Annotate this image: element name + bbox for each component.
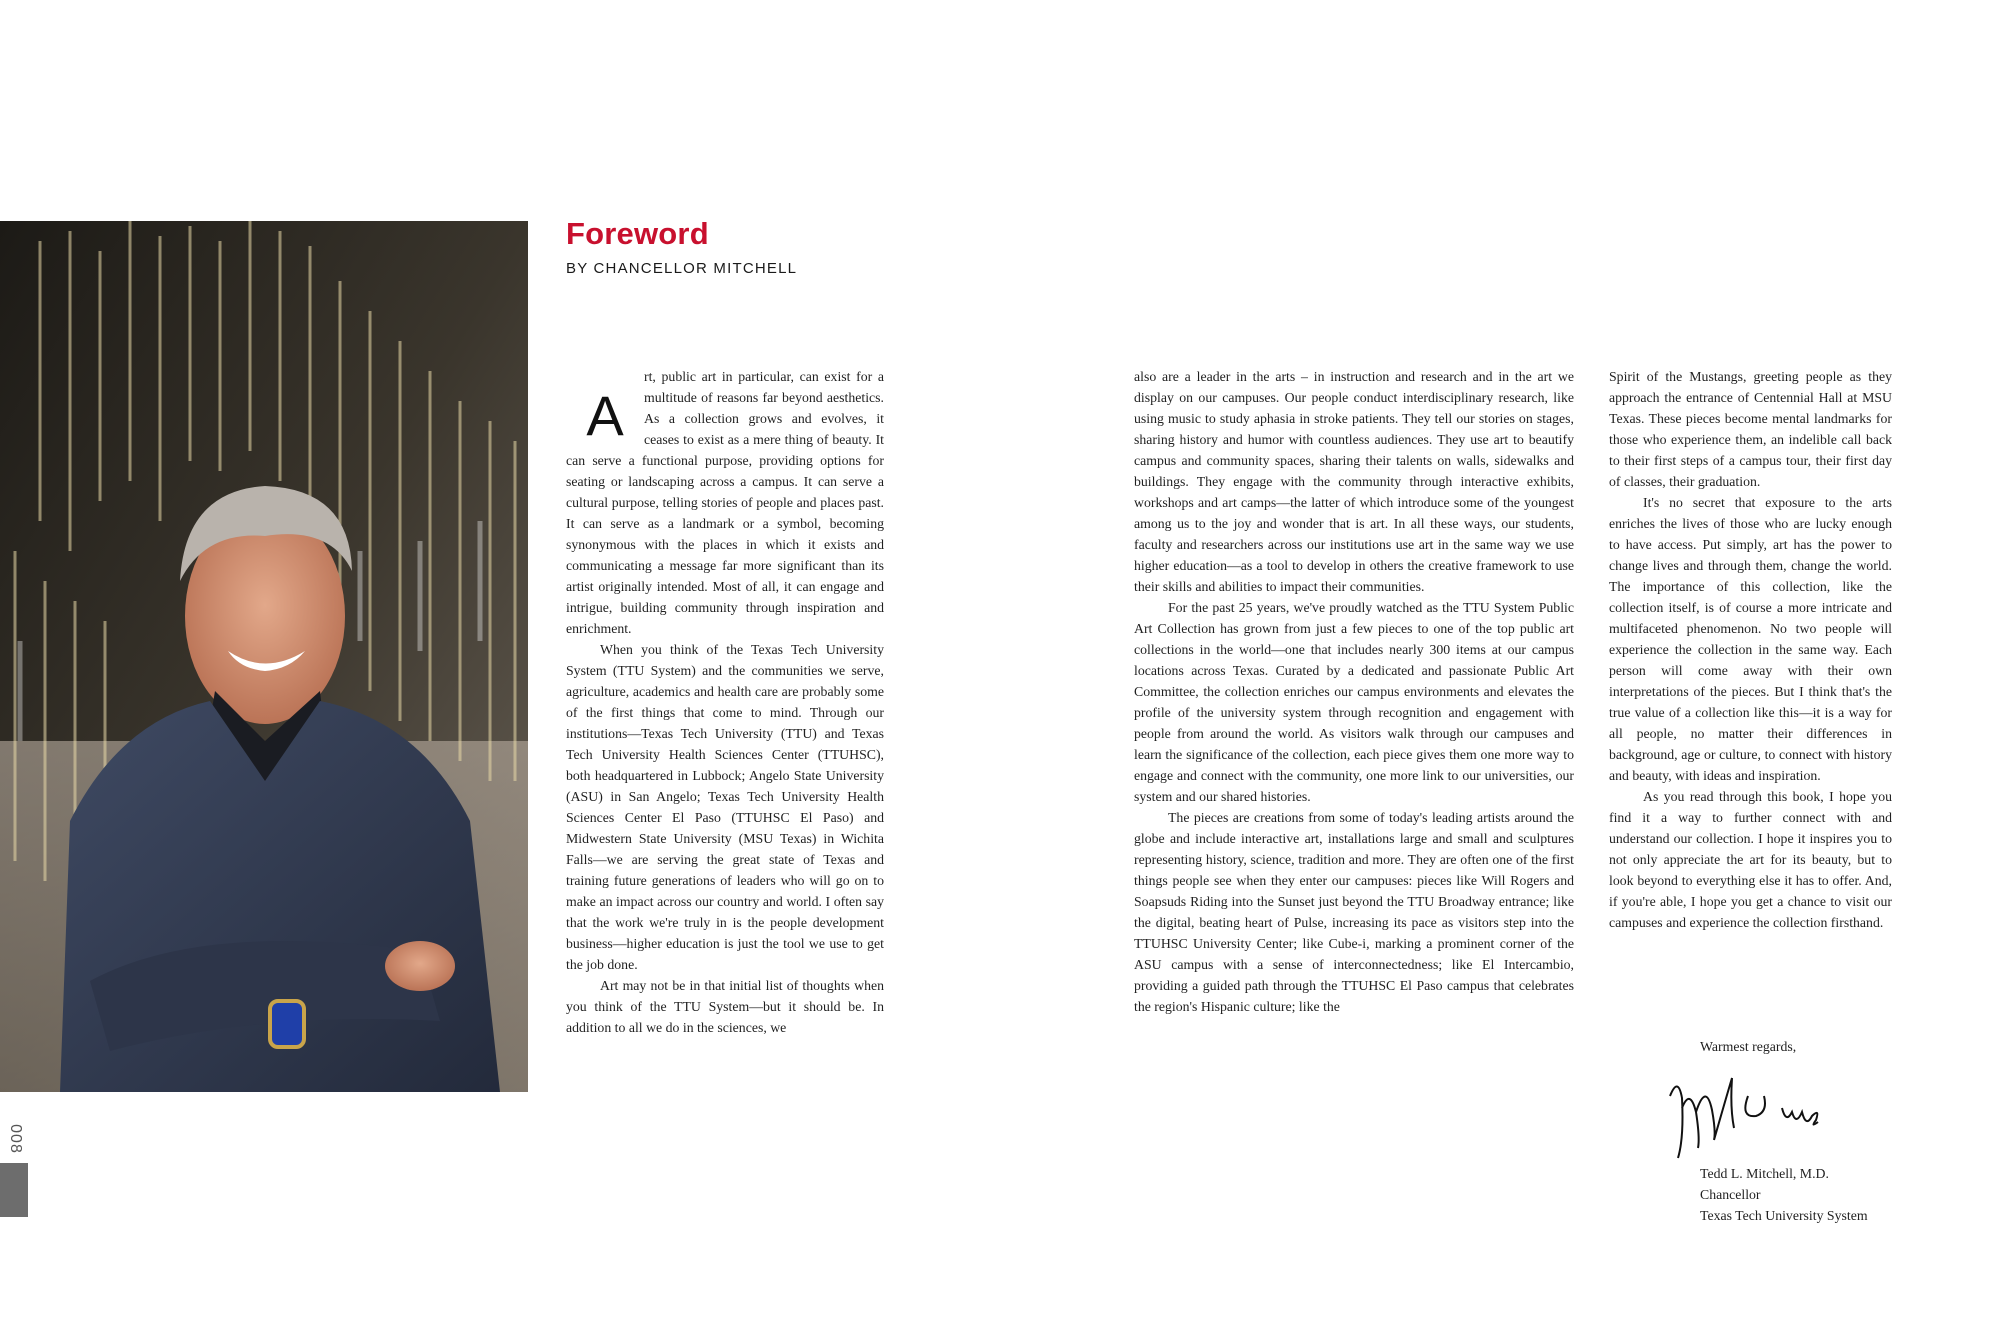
signer-organization: Texas Tech University System bbox=[1700, 1208, 1868, 1223]
page-number: 008 bbox=[7, 1124, 24, 1154]
signer-title: Chancellor bbox=[1700, 1187, 1761, 1202]
paragraph: It's no secret that exposure to the arts enriches the lives of those who are lucky enough to have access. Put simply, art has the power to change lives and through them, change the world. The importance of this collection, like the collection itself, is of course a more intricate and multifaceted phenomenon. No two people will experience the collection in the same way. Each person will come away with their own interpretations of the pieces. But I think that's the true value of a collection like this—it is a way for all people, no matter their differences in background, age or culture, to connect with history and beauty, with ideas and inspiration. bbox=[1609, 495, 1892, 783]
paragraph: As you read through this book, I hope you find it a way to further connect with and understand our collection. I hope it inspires you to not only appreciate the art for its beauty, but to look beyond to everything else it has to offer. And, if you're able, I hope you get a chance to visit our campuses and experience the collection firsthand. bbox=[1609, 789, 1892, 930]
salutation: Warmest regards, bbox=[1700, 1039, 1797, 1054]
text-column-1 bbox=[566, 366, 884, 1038]
paragraph: Art may not be in that initial list of thoughts when you think of the TTU System—but it should be. In addition to all we do in the sciences, we bbox=[566, 978, 884, 1035]
paragraph: For the past 25 years, we've proudly watched as the TTU System Public Art Collection has grown from just a few pieces to one of the top public art collections in the world—one that includes nearly 300 items at our campus locations across Texas. Curated by a dedicated and passionate Public Art Committee, the collection enriches our campus environments and elevates the profile of the university system through recognition and engagement with people from around the world. As visitors walk through our campuses and learn the significance of the collection, each piece gives them one more way to engage and connect with the community, one more link to our universities, our system and our shared histories. bbox=[1134, 600, 1574, 804]
signer-name: Tedd L. Mitchell, M.D. bbox=[1700, 1166, 1829, 1181]
paragraph: rt, public art in particular, can exist for a multitude of reasons far beyond aesthetics. As a collection grows and evolves, it ceases to exist as a mere thing of beauty. It can serve a functional purpose, providing options for seating or landscaping across a campus. It can serve a cultural purpose, telling stories of people and places past. It can serve as a landmark or a symbol, becoming synonymous with the places in which it exists and communicating a message far more significant than its artist originally intended. Most of all, it can engage and intrigue, building community through inspiration and enrichment. bbox=[566, 369, 884, 636]
paragraph: Spirit of the Mustangs, greeting people as they approach the entrance of Centennial Hall at MSU Texas. These pieces become mental landmarks for those who experience them, an indelible call back to their first steps of a campus tour, their first day of classes, their graduation. bbox=[1609, 369, 1892, 489]
chancellor-portrait-photo bbox=[0, 221, 528, 1092]
page-title: Foreword bbox=[566, 216, 709, 251]
page-tab-marker bbox=[0, 1163, 28, 1217]
text-column-3 bbox=[1609, 366, 1892, 933]
drop-cap: A bbox=[586, 384, 624, 447]
byline: BY CHANCELLOR MITCHELL bbox=[566, 260, 798, 277]
signature-block bbox=[1700, 1163, 1868, 1226]
signature-icon bbox=[1660, 1068, 1840, 1164]
paragraph: also are a leader in the arts – in instruction and research and in the art we display on our campuses. Our people conduct interdisciplinary research, like using music to study aphasia in stroke patients. They tell our stories on stages, sharing history and humor with countless audiences. They use art to beautify campus and community spaces, sharing their talents on walls, sidewalks and buildings. They engage with the community through interactive exhibits, workshops and art camps—the latter of which introduce some of the youngest among us to the joy and wonder that is art. In all these ways, our students, faculty and researchers across our institutions use art in the same way we use higher education—as a tool to develop in others the creative framework to use their skills and abilities to impact their communities. bbox=[1134, 369, 1574, 594]
paragraph: When you think of the Texas Tech University System (TTU System) and the communities we serve, agriculture, academics and health care are probably some of the first things that come to mind. Through our institutions—Texas Tech University (TTU) and Texas Tech University Health Sciences Center (TTUHSC), both headquartered in Lubbock; Angelo State University (ASU) in San Angelo; Texas Tech University Health Sciences Center El Paso (TTUHSC El Paso) and Midwestern State University (MSU Texas) in Wichita Falls—we are serving the great state of Texas and training future generations of leaders who will go on to make an impact across our country and world. I often say that the work we're truly in is the people development business—higher education is just the tool we use to get the job done. bbox=[566, 642, 884, 972]
paragraph: The pieces are creations from some of today's leading artists around the globe and include interactive art, installations large and small and sculptures representing history, science, tradition and more. They are often one of the first things people see when they enter our campuses: pieces like Will Rogers and Soapsuds Riding into the Sunset just beyond the TTU Broadway entrance; like the digital, beating heart of Pulse, increasing its pace as visitors step into the TTUHSC University Center; like Cube-i, marking a prominent corner of the ASU campus with a sense of interconnectedness; like El Intercambio, providing a guided path through the TTUHSC El Paso campus that celebrates the region's Hispanic culture; like the bbox=[1134, 810, 1574, 1014]
text-column-2 bbox=[1134, 366, 1574, 1017]
